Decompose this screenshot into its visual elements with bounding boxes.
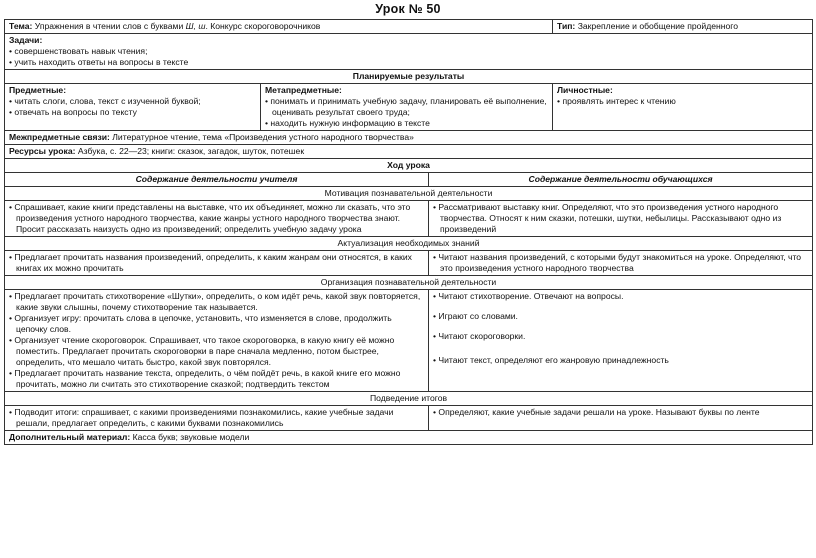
teacher-activity-item: • Подводит итоги: спрашивает, с какими произведениями познакомились, какие учебные задачи решали, предлагает определить, с какими буквами познакомились <box>9 407 424 429</box>
subject-result-item: • читать слоги, слова, текст с изученной буквой; <box>9 96 256 107</box>
resources-value: Азбука, с. 22—23; книги: сказок, загадок, шуток, потешек <box>77 146 305 156</box>
extra-material-value: Касса букв; звуковые модели <box>132 432 250 442</box>
type-cell <box>553 20 813 34</box>
topic-text-post: . Конкурс скороговорочников <box>205 21 321 31</box>
teacher-activity-item: • Организует игру: прочитать слова в цепочке, установить, что изменяется в слове, продолжить цепочку слов. <box>9 313 424 335</box>
extra-material-cell <box>5 431 813 445</box>
subject-result-item: • отвечать на вопросы по тексту <box>9 107 256 118</box>
stage-title: Мотивация познавательной деятельности <box>5 187 813 201</box>
resources-cell <box>5 145 813 159</box>
stage-content-row <box>5 251 813 276</box>
students-activity-item: • Читают названия произведений, с которыми будут знакомиться на уроке. Определяют, что это произведения устного народного творчества <box>433 252 808 274</box>
personal-results-cell <box>553 84 813 131</box>
activity-columns-row <box>5 173 813 187</box>
students-activity-cell <box>429 406 813 431</box>
task-item: • учить находить ответы на вопросы в тексте <box>9 57 808 68</box>
interdisciplinary-label: Межпредметные связи: <box>9 132 110 142</box>
students-activity-cell <box>429 201 813 237</box>
teacher-activity-item: • Предлагает прочитать стихотворение «Шутки», определить, о ком идёт речь, какой звук повторяется, какие звуки слышны, почему стихотворение так называется. <box>9 291 424 313</box>
planned-results-row <box>5 84 813 131</box>
spacer <box>433 342 808 351</box>
teacher-activity-item: • Предлагает прочитать названия произведений, определить, к каким жанрам они относятся, в каких книгах их можно прочитать <box>9 252 424 274</box>
teacher-activity-item: • Предлагает прочитать название текста, определить, о чём пойдёт речь, в какой книге его можно прочитать, можно ли считать это стихотворение сказкой; подтвердить текстом <box>9 368 424 390</box>
students-activity-item: • Играют со словами. <box>433 311 808 322</box>
teacher-column-header: Содержание деятельности учителя <box>5 173 429 187</box>
meta-results-cell <box>261 84 553 131</box>
stage-content-row <box>5 290 813 392</box>
resources-label: Ресурсы урока: <box>9 146 76 156</box>
stage-title-row <box>5 392 813 406</box>
topic-letters: Ш, ш <box>185 21 206 31</box>
personal-result-item: • проявлять интерес к чтению <box>557 96 808 107</box>
extra-material-row <box>5 431 813 445</box>
topic-row <box>5 20 813 34</box>
students-activity-item: • Читают текст, определяют его жанровую принадлежность <box>433 355 808 366</box>
tasks-row <box>5 34 813 70</box>
stage-content-row <box>5 201 813 237</box>
teacher-activity-cell <box>5 290 429 392</box>
students-activity-item: • Рассматривают выставку книг. Определяют, что это произведения устного народного творчества. Относят к ним сказки, потешки, шутки, небылицы. Рассказывают одно из произведений <box>433 202 808 235</box>
interdisciplinary-cell <box>5 131 813 145</box>
subject-results-label: Предметные: <box>9 85 67 95</box>
teacher-activity-cell <box>5 406 429 431</box>
spacer <box>433 302 808 311</box>
subject-results-cell <box>5 84 261 131</box>
interdisciplinary-value: Литературное чтение, тема «Произведения устного народного творчества» <box>112 132 414 142</box>
students-activity-item: • Определяют, какие учебные задачи решали на уроке. Называют буквы по ленте <box>433 407 808 418</box>
type-label: Тип: <box>557 21 576 31</box>
teacher-activity-item: • Спрашивает, какие книги представлены на выставке, что их объединяет, можно ли сказать, что это произведения устного народного творчества, какие жанры устного народного творчества знают. Просит рассказать наизусть одно из произведений; определить учебную задачу урока <box>9 202 424 235</box>
topic-label: Тема: <box>9 21 33 31</box>
teacher-activity-cell <box>5 251 429 276</box>
planned-results-header: Планируемые результаты <box>5 70 813 84</box>
stage-title: Подведение итогов <box>5 392 813 406</box>
interdisciplinary-row <box>5 131 813 145</box>
extra-material-label: Дополнительный материал: <box>9 432 131 442</box>
students-activity-cell <box>429 290 813 392</box>
spacer <box>433 322 808 331</box>
page-title: Урок № 50 <box>375 2 441 16</box>
tasks-label: Задачи: <box>9 35 43 45</box>
planned-results-header-row <box>5 70 813 84</box>
stage-title: Организация познавательной деятельности <box>5 276 813 290</box>
type-value: Закрепление и обобщение пройденного <box>577 21 738 31</box>
personal-results-label: Личностные: <box>557 85 613 95</box>
students-column-header: Содержание деятельности обучающихся <box>429 173 813 187</box>
stage-title-row <box>5 237 813 251</box>
meta-result-item: • находить нужную информацию в тексте <box>265 118 548 129</box>
lesson-flow-header-row <box>5 159 813 173</box>
stage-content-row <box>5 406 813 431</box>
stage-title-row <box>5 276 813 290</box>
lesson-flow-header: Ход урока <box>5 159 813 173</box>
topic-cell <box>5 20 553 34</box>
teacher-activity-item: • Организует чтение скороговорок. Спрашивает, что такое скороговорка, в какую книгу её можно поместить. Предлагает прочитать скороговорки в паре сначала медленно, потом быстрее, определить, что мешало читать быстро, какой звук повторялся. <box>9 335 424 368</box>
teacher-activity-cell <box>5 201 429 237</box>
meta-results-label: Метапредметные: <box>265 85 342 95</box>
students-activity-item: • Читают скороговорки. <box>433 331 808 342</box>
stage-title: Актуализация необходимых знаний <box>5 237 813 251</box>
students-activity-item: • Читают стихотворение. Отвечают на вопросы. <box>433 291 808 302</box>
topic-text-pre: Упражнения в чтении слов с буквами <box>34 21 186 31</box>
tasks-cell <box>5 34 813 70</box>
meta-result-item: • понимать и принимать учебную задачу, планировать её выполнение, оценивать результат своего труда; <box>265 96 548 118</box>
lesson-plan-table <box>4 19 813 445</box>
students-activity-cell <box>429 251 813 276</box>
resources-row <box>5 145 813 159</box>
task-item: • совершенствовать навык чтения; <box>9 46 808 57</box>
stage-title-row <box>5 187 813 201</box>
